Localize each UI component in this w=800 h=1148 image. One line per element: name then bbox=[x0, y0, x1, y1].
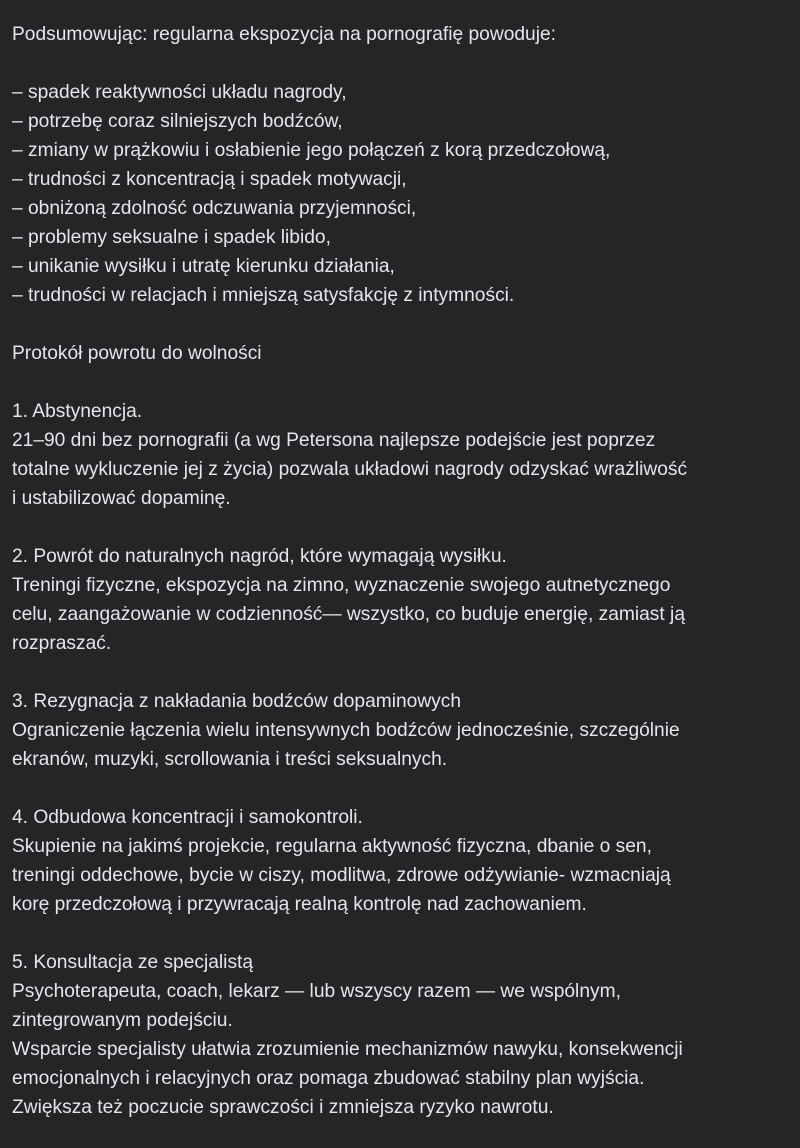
paragraph-gap bbox=[12, 919, 788, 948]
paragraph-gap bbox=[12, 49, 788, 78]
paragraph-gap bbox=[12, 513, 788, 542]
step-2 bbox=[12, 542, 788, 658]
step-heading: 5. Konsultacja ze specjalistą bbox=[12, 952, 254, 973]
step-text-line: ekranów, muzyki, scrollowania i treści seksualnych. bbox=[12, 749, 448, 770]
step-text-line: Ograniczenie łączenia wielu intensywnych bodźców jednocześnie, szczególnie bbox=[12, 720, 680, 741]
effect-item: – spadek reaktywności układu nagrody, bbox=[12, 82, 347, 103]
effect-item: – trudności w relacjach i mniejszą satysfakcję z intymności. bbox=[12, 285, 515, 306]
summary-intro: Podsumowując: regularna ekspozycja na pornografię powoduje: bbox=[12, 24, 556, 45]
effect-item: – potrzebę coraz silniejszych bodźców, bbox=[12, 111, 343, 132]
step-heading: 4. Odbudowa koncentracji i samokontroli. bbox=[12, 807, 363, 828]
post-body bbox=[12, 20, 788, 1122]
step-text-line: i ustabilizować dopaminę. bbox=[12, 488, 231, 509]
step-4 bbox=[12, 803, 788, 919]
step-heading: 3. Rezygnacja z nakładania bodźców dopaminowych bbox=[12, 691, 462, 712]
step-text-line: treningi oddechowe, bycie w ciszy, modlitwa, zdrowe odżywianie- wzmacniają bbox=[12, 865, 671, 886]
step-heading: 2. Powrót do naturalnych nagród, które wymagają wysiłku. bbox=[12, 546, 507, 567]
step-3 bbox=[12, 687, 788, 774]
effect-item: – trudności z koncentracją i spadek motywacji, bbox=[12, 169, 407, 190]
step-text-line: Skupienie na jakimś projekcie, regularna aktywność fizyczna, dbanie o sen, bbox=[12, 836, 652, 857]
step-heading: 1. Abstynencja. bbox=[12, 401, 143, 422]
effect-item: – problemy seksualne i spadek libido, bbox=[12, 227, 331, 248]
step-text-line: rozpraszać. bbox=[12, 633, 112, 654]
protocol-title: Protokół powrotu do wolności bbox=[12, 343, 262, 364]
paragraph-gap bbox=[12, 310, 788, 339]
effects-list bbox=[12, 78, 788, 310]
step-text-line: Zwiększa też poczucie sprawczości i zmniejsza ryzyko nawrotu. bbox=[12, 1097, 554, 1118]
step-text-line: Treningi fizyczne, ekspozycja na zimno, wyznaczenie swojego autnetycznego bbox=[12, 575, 671, 596]
step-text-line: emocjonalnych i relacyjnych oraz pomaga zbudować stabilny plan wyjścia. bbox=[12, 1068, 645, 1089]
step-text-line: celu, zaangażowanie w codzienność— wszystko, co buduje energię, zamiast ją bbox=[12, 604, 685, 625]
step-text-line: korę przedczołową i przywracają realną kontrolę nad zachowaniem. bbox=[12, 894, 587, 915]
step-text-line: zintegrowanym podejściu. bbox=[12, 1010, 233, 1031]
paragraph-gap bbox=[12, 774, 788, 803]
paragraph-gap bbox=[12, 658, 788, 687]
step-text-line: totalne wykluczenie jej z życia) pozwala układowi nagrody odzyskać wrażliwość bbox=[12, 459, 688, 480]
step-text-line: Wsparcie specjalisty ułatwia zrozumienie mechanizmów nawyku, konsekwencji bbox=[12, 1039, 683, 1060]
effect-item: – obniżoną zdolność odczuwania przyjemności, bbox=[12, 198, 417, 219]
step-text-line: 21–90 dni bez pornografii (a wg Petersona najlepsze podejście jest poprzez bbox=[12, 430, 656, 451]
effect-item: – unikanie wysiłku i utratę kierunku działania, bbox=[12, 256, 395, 277]
effect-item: – zmiany w prążkowiu i osłabienie jego połączeń z korą przedczołową, bbox=[12, 140, 611, 161]
step-1 bbox=[12, 397, 788, 513]
paragraph-gap bbox=[12, 368, 788, 397]
step-5 bbox=[12, 948, 788, 1122]
step-text-line: Psychoterapeuta, coach, lekarz — lub wszyscy razem — we wspólnym, bbox=[12, 981, 621, 1002]
